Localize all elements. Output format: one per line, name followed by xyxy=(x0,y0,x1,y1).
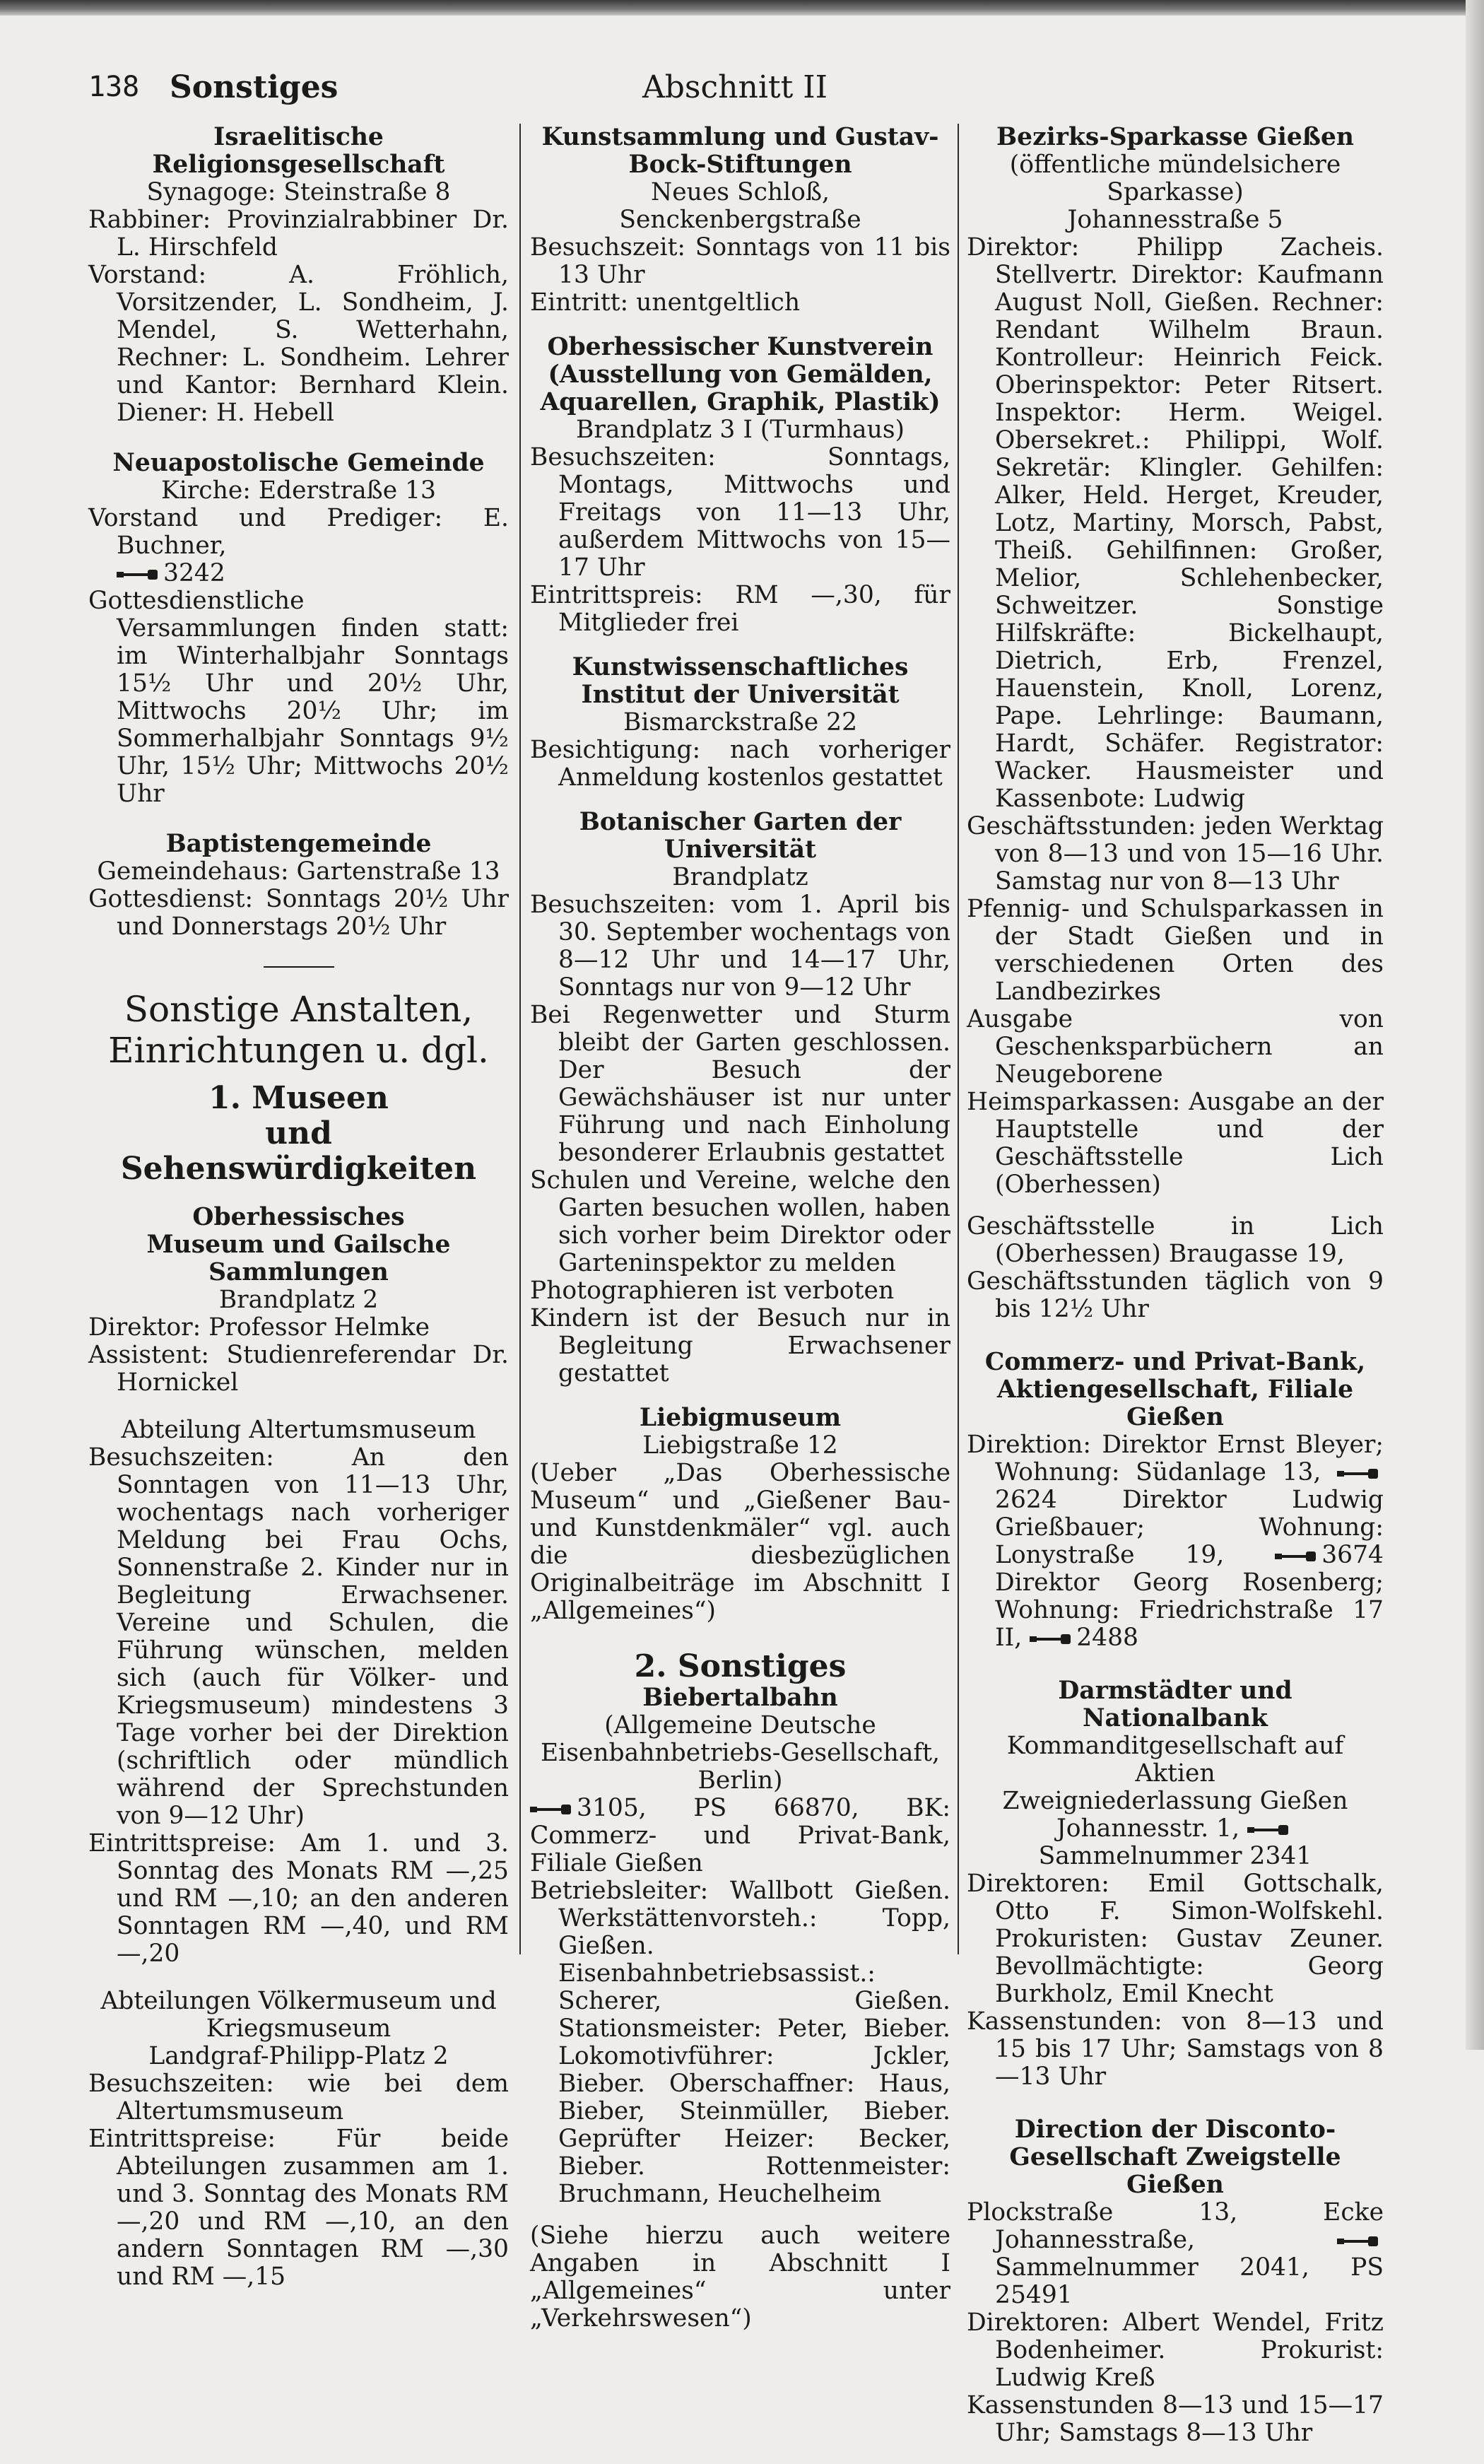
running-head-left: Sonstiges xyxy=(170,69,338,105)
page-header xyxy=(88,71,1382,113)
telephone-icon xyxy=(1275,1549,1316,1564)
entry-line: Eintritt: unentgeltlich xyxy=(530,288,801,317)
entry-neuapostolische xyxy=(88,450,509,808)
entry-line: Ausgabe von Geschenksparbüchern an Neugeborene xyxy=(967,1005,1384,1089)
entry-line: Schulen und Vereine, welche den Garten besuchen wollen, haben sich vorher beim Direktor oder Garteninspektor zu melden xyxy=(530,1166,950,1277)
telephone-icon xyxy=(1030,1631,1071,1647)
running-head-center: Abschnitt II xyxy=(642,69,828,105)
phone-number: Sammelnummer 2341 xyxy=(1038,1842,1312,1870)
entry-title: Botanischer Garten der Universität xyxy=(579,808,902,864)
telephone-icon xyxy=(530,1802,571,1817)
entry-line xyxy=(530,1795,950,1877)
entry-subtitle: Kommanditgesellschaft auf Aktien xyxy=(1006,1732,1344,1788)
entry-title: Darmstädter und Nationalbank xyxy=(1058,1677,1292,1732)
entry-altertum xyxy=(88,1416,509,1968)
entry-line: Gottesdienst: Sonntags 20½ Uhr und Donnerstags 20½ Uhr xyxy=(88,885,509,941)
address-text: Johannesstr. 1, xyxy=(1056,1814,1240,1843)
entry-line: Direktor: Philipp Zacheis. Stellvertr. Direktor: Kaufmann August Noll, Gießen. Rechner: Rendant Wilhelm Braun. Kontrolleur: Heinrich Feick. Oberinspektor: Peter Ritsert. Inspektor: Herm. Weigel. Obersekret.: Philippi, Wolf. Sekretär: Klingler. Gehilfen: Alker, Held. Herget, Kreuder, Lotz, Martiny, Morsch, Pabst, Theiß. Gehilfinnen: Großer, Melior, Schlehenbecker, Schweitzer. Sonstige Hilfskräfte: Bickelhaupt, Dietrich, Erb, Frenzel, Hauenstein, Knoll, Lorenz, Pape. Lehrlinge: Baumann, Hardt, Schäfer. Registrator: Wacker. Hausmeister und Kassenbote: Ludwig xyxy=(967,233,1384,813)
entry-line: Photographieren ist verboten xyxy=(530,1277,895,1305)
entry-title: Commerz- und Privat-Bank, Aktiengesellschaft, Filiale Gießen xyxy=(984,1348,1366,1431)
address-text: Plockstraße 13, Ecke Johannesstraße, xyxy=(967,2198,1384,2254)
phone-number: Sammelnummer 2041, PS 25491 xyxy=(995,2253,1384,2309)
entry-line: Eintrittspreise: Am 1. und 3. Sonntag des Monats RM —,25 und RM —,10; an den anderen Sonntagen RM —,40, und RM —,20 xyxy=(88,1829,509,1968)
entry-israelitische xyxy=(88,124,509,427)
telephone-icon xyxy=(117,567,158,582)
entry-line: Geschäftsstunden: jeden Werktag von 8—13 und von 15—16 Uhr. Samstag nur von 8—13 Uhr xyxy=(967,812,1384,896)
director-entry: Direktion: Direktor Ernst Bleyer; Wohnung: Südanlage 13, xyxy=(967,1431,1384,1486)
entry-line xyxy=(967,2199,1384,2309)
entry-title: Bezirks-Sparkasse Gießen xyxy=(996,123,1355,151)
entry-title: Israelitische Religionsgesellschaft xyxy=(152,123,445,179)
section-title: Sonstige Anstalten, xyxy=(124,989,473,1030)
entry-line: Vorstand: A. Fröhlich, Vorsitzender, L. Sondheim, J. Mendel, S. Wetterhahn, Rechner: L. Sondheim. Lehrer und Kantor: Bernhard Klein. Diener: H. Hebell xyxy=(88,261,509,427)
entry-title: Kunstsammlung und Gustav-Bock-Stiftungen xyxy=(541,123,939,179)
entry-address: Liebigstraße 12 xyxy=(642,1431,838,1460)
entry-line: Assistent: Studienreferendar Dr. Hornickel xyxy=(88,1341,509,1397)
entry-line xyxy=(967,1431,1384,1652)
column-rule-2 xyxy=(958,124,959,1954)
subsection-title: und Sehenswürdigkeiten xyxy=(120,1115,477,1187)
entry-address: Synagoge: Steinstraße 8 xyxy=(146,178,451,206)
entry-org: (Allgemeine Deutsche Eisenbahnbetriebs-Gesellschaft, Berlin) xyxy=(541,1711,940,1795)
entry-subtitle: (öffentliche mündelsichere Sparkasse) xyxy=(1009,151,1341,206)
entry-line: Besichtigung: nach vorheriger Anmeldung kostenlos gestattet xyxy=(530,736,950,792)
entry-biebertalbahn xyxy=(530,1684,950,2333)
entry-title: Liebigmuseum xyxy=(639,1404,842,1432)
entry-kunstsammlung xyxy=(530,124,950,317)
entry-title: Abteilung Altertumsmuseum xyxy=(121,1416,476,1444)
entry-address: Landgraf-Philipp-Platz 2 xyxy=(148,2042,449,2070)
entry-museum xyxy=(88,1204,509,1397)
entry-title: Oberhessisches xyxy=(192,1203,405,1231)
entry-address: Bismarckstraße 22 xyxy=(623,708,858,737)
entry-title: Neuapostolische Gemeinde xyxy=(112,449,485,477)
entry-line: Besuchszeiten: Sonntags, Montags, Mittwochs und Freitags von 11—13 Uhr, außerdem Mittwochs von 15—17 Uhr xyxy=(530,443,950,582)
entry-line: Kindern ist der Besuch nur in Begleitung Erwachsener gestattet xyxy=(530,1304,950,1388)
entry-line: Bei Regenwetter und Sturm bleibt der Garten geschlossen. Der Besuch der Gewächshäuser ist nur unter Führung und nach Einholung besonderer Erlaubnis gestattet xyxy=(530,1001,950,1167)
entry-title: Abteilungen Völkermuseum und Kriegsmuseum xyxy=(100,1987,497,2043)
phone-number: 3674 xyxy=(1321,1541,1384,1569)
entry-disconto xyxy=(967,2116,1384,2447)
entry-kunstverein xyxy=(530,334,950,637)
section-title: Einrichtungen u. dgl. xyxy=(108,1030,489,1071)
entry-address xyxy=(967,1815,1384,1870)
entry-voelker xyxy=(88,1988,509,2291)
phone-number: 2624 xyxy=(995,1486,1057,1514)
entry-line: Geschäftsstelle in Lich (Oberhessen) Braugasse 19, xyxy=(967,1212,1384,1268)
entry-liebig xyxy=(530,1404,950,1625)
entry-note: (Siehe hierzu auch weitere Angaben in Abschnitt I „Allgemeines“ unter „Verkehrswesen“) xyxy=(530,2222,950,2333)
director-entry: Direktor Georg Rosenberg; Wohnung: Friedrichstraße 17 II, xyxy=(995,1568,1384,1652)
entry-title: Direction der Disconto-Gesellschaft Zweigstelle Gießen xyxy=(1009,2116,1341,2199)
entry-commerzbank xyxy=(967,1349,1384,1652)
telephone-icon xyxy=(1337,1466,1378,1482)
column-middle xyxy=(530,124,950,2349)
phone-number: 3242 xyxy=(163,559,225,587)
column-rule-1 xyxy=(519,124,521,1954)
entry-line: Eintrittspreise: Für beide Abteilungen zusammen am 1. und 3. Sonntag des Monats RM —,20 und RM —,10, an den andern Sonntagen RM —,30 und RM —,15 xyxy=(88,2125,509,2291)
entry-address: Kirche: Ederstraße 13 xyxy=(161,476,436,505)
column-left xyxy=(88,124,509,2308)
page-number: 138 xyxy=(88,71,140,103)
entry-darmstaedter xyxy=(967,1677,1384,2091)
telephone-icon xyxy=(1337,2234,1378,2249)
entry-line: Besuchszeiten: wie bei dem Altertumsmuseum xyxy=(88,2070,509,2125)
entry-line: Besuchszeit: Sonntags von 11 bis 13 Uhr xyxy=(530,233,950,289)
entry-address: Neues Schloß, Senckenbergstraße xyxy=(619,178,861,234)
entry-subtitle: Zweigniederlassung Gießen xyxy=(1002,1787,1348,1815)
entry-line: Heimsparkassen: Ausgabe an der Hauptstelle und der Geschäftsstelle Lich (Oberhessen) xyxy=(967,1088,1384,1199)
entry-botanisch xyxy=(530,809,950,1388)
entry-kunstinstitut xyxy=(530,654,950,792)
entry-line: Pfennig- und Schulsparkassen in der Stadt Gießen und in verschiedenen Orten des Landbezirkes xyxy=(967,895,1384,1006)
entry-line: Betriebsleiter: Wallbott Gießen. Werkstättenvorsteh.: Topp, Gießen. Eisenbahnbetriebsassist.: Scherer, Gießen. Stationsmeister: Peter, Bieber. Lokomotivführer: Jckler, Bieber. Oberschaffner: Haus, Bieber, Steinmüller, Bieber. Geprüfter Heizer: Becker, Bieber. Rottenmeister: Bruchmann, Heuchelheim xyxy=(530,1877,950,2208)
entry-line: Geschäftsstunden täglich von 9 bis 12½ Uhr xyxy=(967,1267,1384,1323)
entry-sparkasse xyxy=(967,124,1384,1323)
scan-top-edge xyxy=(0,0,1484,16)
entry-line: Eintrittspreis: RM —,30, für Mitglieder frei xyxy=(530,581,950,637)
entry-title: Baptistengemeinde xyxy=(165,830,432,858)
entry-baptisten xyxy=(88,831,509,941)
entry-address: Brandplatz xyxy=(672,863,808,891)
entry-line: Besuchszeiten: An den Sonntagen von 11—13 Uhr, wochentags nach vorheriger Meldung bei Frau Ochs, Sonnenstraße 2. Kinder nur in Begleitung Erwachsener. Vereine und Schulen, die Führung wünschen, melden sich (auch für Völker- und Kriegsmuseum) mindestens 3 Tage vorher bei der Direktion (schriftlich oder mündlich während der Sprechstunden von 9—12 Uhr) xyxy=(88,1443,509,1830)
director-entry: Direktor Ludwig Grießbauer; Wohnung: Lonystraße 19, xyxy=(995,1486,1384,1569)
entry-line: Rabbiner: Provinzialrabbiner Dr. L. Hirschfeld xyxy=(88,206,509,262)
entry-line xyxy=(88,505,509,587)
entry-address: Johannesstraße 5 xyxy=(1067,206,1283,234)
entry-address: Gemeindehaus: Gartenstraße 13 xyxy=(97,857,500,886)
entry-address: Brandplatz 2 xyxy=(218,1286,379,1314)
phone-number: 3105, PS 66870, BK: Commerz- und Privat-Bank, Filiale Gießen xyxy=(530,1794,950,1877)
scan-right-edge xyxy=(1466,0,1484,2050)
section-sonstige-anstalten xyxy=(88,989,509,1187)
entry-address: Brandplatz 3 I (Turmhaus) xyxy=(576,416,905,444)
entry-line: Besuchszeiten: vom 1. April bis 30. September wochentags von 8—12 Uhr und 14—17 Uhr, Sonntags nur von 9—12 Uhr xyxy=(530,891,950,1002)
entry-title: Oberhessischer Kunstverein (Ausstellung von Gemälden, Aquarellen, Graphik, Plastik) xyxy=(540,333,941,416)
subsection-title: 1. Museen xyxy=(208,1080,389,1116)
section-divider xyxy=(264,966,334,968)
entry-title: Kunstwissenschaftliches Institut der Universität xyxy=(572,653,909,709)
entry-line: Direktoren: Albert Wendel, Fritz Bodenheimer. Prokurist: Ludwig Kreß xyxy=(967,2308,1384,2392)
entry-line: Kassenstunden: von 8—13 und 15 bis 17 Uhr; Samstags von 8—13 Uhr xyxy=(967,2007,1384,2091)
entry-line: Direktoren: Emil Gottschalk, Otto F. Simon-Wolfskehl. Prokuristen: Gustav Zeuner. Bevollmächtigte: Georg Burkholz, Emil Knecht xyxy=(967,1870,1384,2008)
column-right xyxy=(967,124,1384,2464)
entry-line: Gottesdienstliche Versammlungen finden statt: im Winterhalbjahr Sonntags 15½ Uhr und 20½ Uhr, Mittwochs 20½ Uhr; im Sommerhalbjahr Sonntags 9½ Uhr, 15½ Uhr; Mittwochs 20½ Uhr xyxy=(88,587,509,808)
telephone-icon xyxy=(1247,1822,1288,1838)
entry-note: (Ueber „Das Oberhessische Museum“ und „Gießener Bau- und Kunstdenkmäler“ vgl. auch die diesbezüglichen Originalbeiträge im Abschnitt I „Allgemeines“) xyxy=(530,1459,950,1625)
phone-number: 2488 xyxy=(1076,1624,1139,1652)
entry-line: Direktor: Professor Helmke xyxy=(88,1313,430,1342)
subsection-title: 2. Sonstiges xyxy=(634,1648,847,1684)
entry-line: Kassenstunden 8—13 und 15—17 Uhr; Samstags 8—13 Uhr xyxy=(967,2391,1384,2447)
entry-vorstand: Vorstand und Prediger: E. Buchner, xyxy=(88,504,509,560)
entry-title: Biebertalbahn xyxy=(642,1684,838,1712)
entry-title: Museum und Gailsche Sammlungen xyxy=(146,1231,451,1286)
